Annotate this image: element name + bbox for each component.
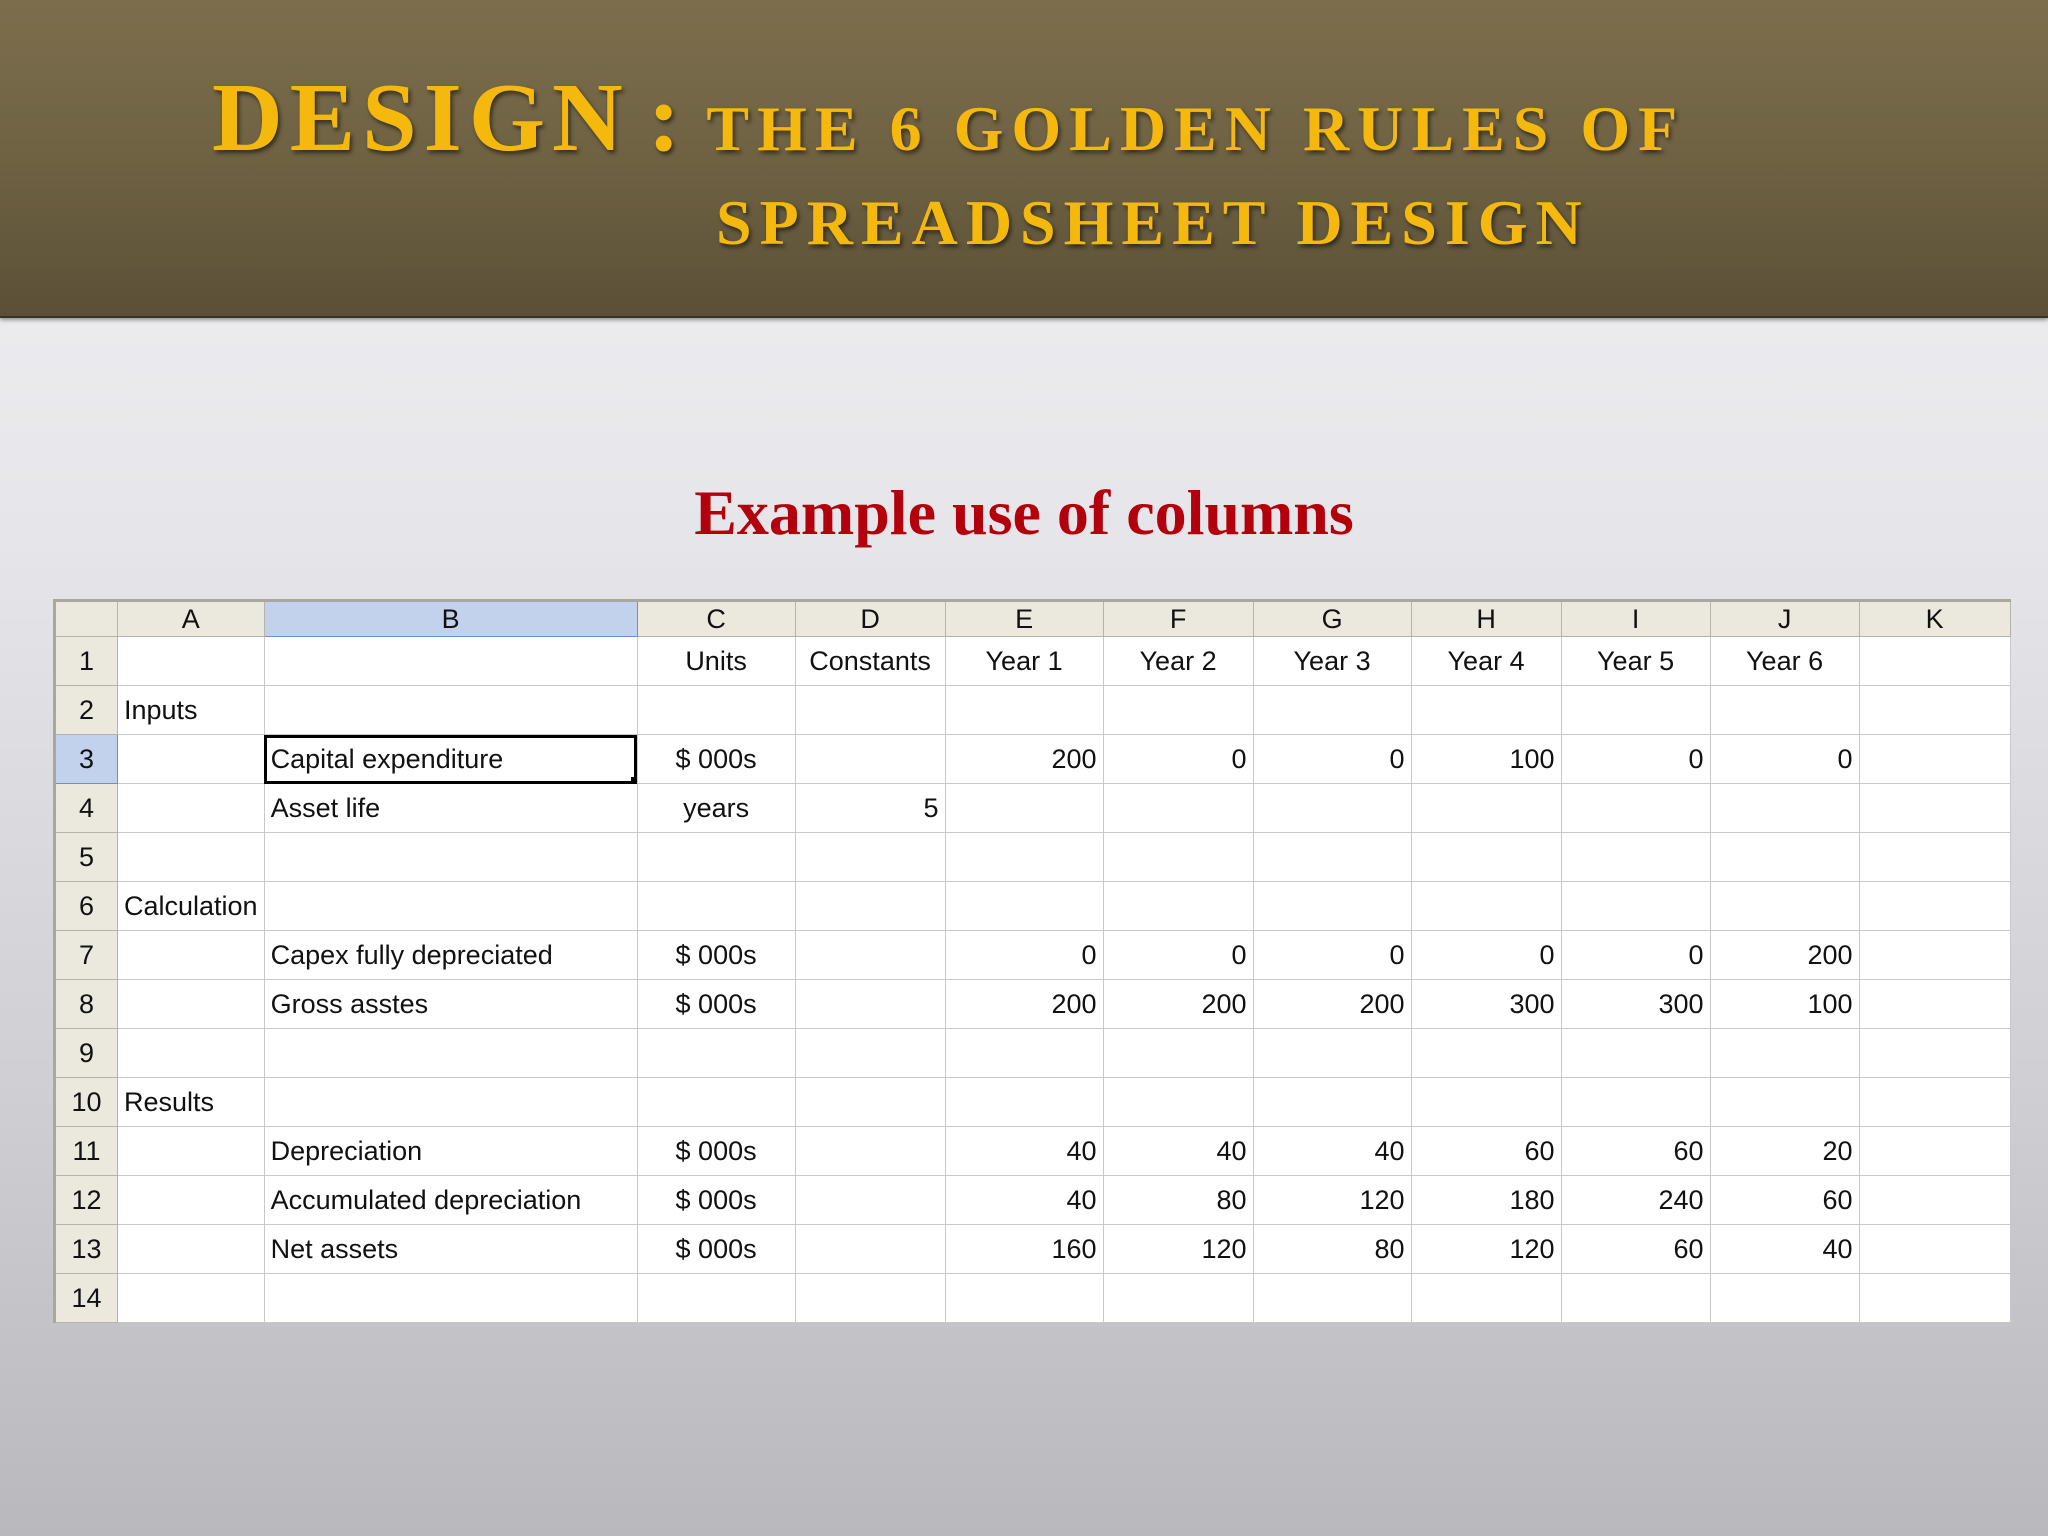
column-header-j[interactable]: J — [1710, 601, 1859, 637]
cell-k2[interactable] — [1859, 686, 2010, 735]
spreadsheet-grid — [53, 599, 2011, 1323]
cell-g2[interactable] — [1253, 686, 1411, 735]
cell-g9[interactable] — [1253, 1029, 1411, 1078]
cell-i7[interactable]: 0 — [1561, 931, 1710, 980]
cell-e7[interactable]: 0 — [945, 931, 1103, 980]
cell-a2[interactable]: Inputs — [118, 686, 265, 735]
cell-d5[interactable] — [795, 833, 945, 882]
cell-b7[interactable]: Capex fully depreciated — [264, 931, 637, 980]
cell-j1[interactable]: Year 6 — [1710, 637, 1859, 686]
cell-f1[interactable]: Year 2 — [1103, 637, 1253, 686]
row-header-8[interactable]: 8 — [55, 980, 118, 1029]
cell-c11[interactable]: $ 000s — [637, 1127, 795, 1176]
cell-d11[interactable] — [795, 1127, 945, 1176]
cell-h4[interactable] — [1411, 784, 1561, 833]
cell-k8[interactable] — [1859, 980, 2010, 1029]
cell-e2[interactable] — [945, 686, 1103, 735]
cell-k14[interactable] — [1859, 1274, 2010, 1323]
cell-a4[interactable] — [118, 784, 265, 833]
cell-b9[interactable] — [264, 1029, 637, 1078]
cell-i14[interactable] — [1561, 1274, 1710, 1323]
cell-h9[interactable] — [1411, 1029, 1561, 1078]
row-header-12[interactable]: 12 — [55, 1176, 118, 1225]
cell-f9[interactable] — [1103, 1029, 1253, 1078]
cell-g13[interactable]: 80 — [1253, 1225, 1411, 1274]
cell-g6[interactable] — [1253, 882, 1411, 931]
cell-k13[interactable] — [1859, 1225, 2010, 1274]
cell-k4[interactable] — [1859, 784, 2010, 833]
column-header-k[interactable]: K — [1859, 601, 2010, 637]
title-colon: : — [647, 64, 681, 172]
cell-d4[interactable]: 5 — [795, 784, 945, 833]
cell-i9[interactable] — [1561, 1029, 1710, 1078]
cell-h7[interactable]: 0 — [1411, 931, 1561, 980]
cell-j5[interactable] — [1710, 833, 1859, 882]
cell-a14[interactable] — [118, 1274, 265, 1323]
cell-h8[interactable]: 300 — [1411, 980, 1561, 1029]
cell-g14[interactable] — [1253, 1274, 1411, 1323]
cell-a11[interactable] — [118, 1127, 265, 1176]
cell-e13[interactable]: 160 — [945, 1225, 1103, 1274]
row-header-1[interactable]: 1 — [55, 637, 118, 686]
cell-h2[interactable] — [1411, 686, 1561, 735]
row-header-3[interactable]: 3 — [55, 735, 118, 784]
cell-c8[interactable]: $ 000s — [637, 980, 795, 1029]
cell-e10[interactable] — [945, 1078, 1103, 1127]
cell-c1[interactable]: Units — [637, 637, 795, 686]
cell-h11[interactable]: 60 — [1411, 1127, 1561, 1176]
cell-f14[interactable] — [1103, 1274, 1253, 1323]
sheet-row — [55, 980, 2011, 1029]
cell-f3[interactable]: 0 — [1103, 735, 1253, 784]
cell-b13[interactable]: Net assets — [264, 1225, 637, 1274]
cell-k3[interactable] — [1859, 735, 2010, 784]
cell-b14[interactable] — [264, 1274, 637, 1323]
cell-f13[interactable]: 120 — [1103, 1225, 1253, 1274]
cell-c5[interactable] — [637, 833, 795, 882]
cell-k1[interactable] — [1859, 637, 2010, 686]
cell-b4[interactable]: Asset life — [264, 784, 637, 833]
cell-j12[interactable]: 60 — [1710, 1176, 1859, 1225]
row-header-2[interactable]: 2 — [55, 686, 118, 735]
cell-d1[interactable]: Constants — [795, 637, 945, 686]
cell-e6[interactable] — [945, 882, 1103, 931]
cell-e14[interactable] — [945, 1274, 1103, 1323]
cell-f4[interactable] — [1103, 784, 1253, 833]
row-header-4[interactable]: 4 — [55, 784, 118, 833]
sheet-row — [55, 1029, 2011, 1078]
cell-j10[interactable] — [1710, 1078, 1859, 1127]
cell-j4[interactable] — [1710, 784, 1859, 833]
title-rest-line-1: THE 6 GOLDEN RULES OF — [706, 93, 1686, 164]
cell-i3[interactable]: 0 — [1561, 735, 1710, 784]
sheet-row — [55, 1225, 2011, 1274]
cell-g5[interactable] — [1253, 833, 1411, 882]
cell-g4[interactable] — [1253, 784, 1411, 833]
row-header-7[interactable]: 7 — [55, 931, 118, 980]
column-header-g[interactable]: G — [1253, 601, 1411, 637]
select-all-corner[interactable] — [55, 601, 118, 637]
cell-k12[interactable] — [1859, 1176, 2010, 1225]
cell-i10[interactable] — [1561, 1078, 1710, 1127]
cell-b5[interactable] — [264, 833, 637, 882]
cell-g10[interactable] — [1253, 1078, 1411, 1127]
cell-j8[interactable]: 100 — [1710, 980, 1859, 1029]
cell-i6[interactable] — [1561, 882, 1710, 931]
cell-c7[interactable]: $ 000s — [637, 931, 795, 980]
cell-c2[interactable] — [637, 686, 795, 735]
cell-e12[interactable]: 40 — [945, 1176, 1103, 1225]
cell-j13[interactable]: 40 — [1710, 1225, 1859, 1274]
cell-e5[interactable] — [945, 833, 1103, 882]
sheet-row — [55, 735, 2011, 784]
cell-i12[interactable]: 240 — [1561, 1176, 1710, 1225]
cell-a8[interactable] — [118, 980, 265, 1029]
cell-c12[interactable]: $ 000s — [637, 1176, 795, 1225]
sheet-row — [55, 931, 2011, 980]
cell-b10[interactable] — [264, 1078, 637, 1127]
cell-a9[interactable] — [118, 1029, 265, 1078]
row-header-14[interactable]: 14 — [55, 1274, 118, 1323]
cell-h12[interactable]: 180 — [1411, 1176, 1561, 1225]
sheet-body — [55, 637, 2011, 1323]
column-header-i[interactable]: I — [1561, 601, 1710, 637]
cell-b12[interactable]: Accumulated depreciation — [264, 1176, 637, 1225]
column-header-e[interactable]: E — [945, 601, 1103, 637]
cell-a7[interactable] — [118, 931, 265, 980]
cell-e1[interactable]: Year 1 — [945, 637, 1103, 686]
cell-e4[interactable] — [945, 784, 1103, 833]
cell-h5[interactable] — [1411, 833, 1561, 882]
row-header-11[interactable]: 11 — [55, 1127, 118, 1176]
cell-j2[interactable] — [1710, 686, 1859, 735]
sheet-row — [55, 833, 2011, 882]
slide-title-line-1 — [212, 62, 1685, 172]
cell-f12[interactable]: 80 — [1103, 1176, 1253, 1225]
cell-d9[interactable] — [795, 1029, 945, 1078]
cell-j9[interactable] — [1710, 1029, 1859, 1078]
cell-g3[interactable]: 0 — [1253, 735, 1411, 784]
sheet-row — [55, 882, 2011, 931]
cell-e11[interactable]: 40 — [945, 1127, 1103, 1176]
row-header-13[interactable]: 13 — [55, 1225, 118, 1274]
column-header-a[interactable]: A — [118, 601, 265, 637]
cell-d14[interactable] — [795, 1274, 945, 1323]
cell-b3[interactable]: Capital expenditure — [264, 735, 637, 784]
sheet-row — [55, 1274, 2011, 1323]
cell-a13[interactable] — [118, 1225, 265, 1274]
cell-h6[interactable] — [1411, 882, 1561, 931]
cell-k9[interactable] — [1859, 1029, 2010, 1078]
cell-h3[interactable]: 100 — [1411, 735, 1561, 784]
cell-d3[interactable] — [795, 735, 945, 784]
cell-e9[interactable] — [945, 1029, 1103, 1078]
cell-a3[interactable] — [118, 735, 265, 784]
cell-b2[interactable] — [264, 686, 637, 735]
cell-j14[interactable] — [1710, 1274, 1859, 1323]
cell-i4[interactable] — [1561, 784, 1710, 833]
cell-k5[interactable] — [1859, 833, 2010, 882]
cell-h10[interactable] — [1411, 1078, 1561, 1127]
cell-j3[interactable]: 0 — [1710, 735, 1859, 784]
row-header-10[interactable]: 10 — [55, 1078, 118, 1127]
cell-d13[interactable] — [795, 1225, 945, 1274]
slide-subtitle: Example use of columns — [694, 477, 1354, 548]
title-rest-line-2: SPREADSHEET DESIGN — [716, 187, 1590, 258]
cell-k11[interactable] — [1859, 1127, 2010, 1176]
cell-g1[interactable]: Year 3 — [1253, 637, 1411, 686]
cell-h13[interactable]: 120 — [1411, 1225, 1561, 1274]
cell-f10[interactable] — [1103, 1078, 1253, 1127]
cell-d2[interactable] — [795, 686, 945, 735]
cell-k6[interactable] — [1859, 882, 2010, 931]
cell-h1[interactable]: Year 4 — [1411, 637, 1561, 686]
cell-d12[interactable] — [795, 1176, 945, 1225]
sheet-row — [55, 784, 2011, 833]
title-design-word: DESIGN — [212, 64, 630, 172]
row-header-5[interactable]: 5 — [55, 833, 118, 882]
sheet-row — [55, 1176, 2011, 1225]
cell-d10[interactable] — [795, 1078, 945, 1127]
cell-c14[interactable] — [637, 1274, 795, 1323]
column-header-b[interactable]: B — [264, 601, 637, 637]
cell-b6[interactable] — [264, 882, 637, 931]
sheet-row — [55, 686, 2011, 735]
cell-k7[interactable] — [1859, 931, 2010, 980]
cell-j11[interactable]: 20 — [1710, 1127, 1859, 1176]
cell-d8[interactable] — [795, 980, 945, 1029]
cell-c10[interactable] — [637, 1078, 795, 1127]
cell-c6[interactable] — [637, 882, 795, 931]
cell-i2[interactable] — [1561, 686, 1710, 735]
column-header-d[interactable]: D — [795, 601, 945, 637]
column-header-f[interactable]: F — [1103, 601, 1253, 637]
slide-header — [0, 0, 2048, 318]
cell-g11[interactable]: 40 — [1253, 1127, 1411, 1176]
cell-g8[interactable]: 200 — [1253, 980, 1411, 1029]
cell-c13[interactable]: $ 000s — [637, 1225, 795, 1274]
cell-b1[interactable] — [264, 637, 637, 686]
cell-h14[interactable] — [1411, 1274, 1561, 1323]
row-header-6[interactable]: 6 — [55, 882, 118, 931]
cell-b8[interactable]: Gross asstes — [264, 980, 637, 1029]
cell-j6[interactable] — [1710, 882, 1859, 931]
row-header-9[interactable]: 9 — [55, 1029, 118, 1078]
cell-f7[interactable]: 0 — [1103, 931, 1253, 980]
cell-i8[interactable]: 300 — [1561, 980, 1710, 1029]
cell-a12[interactable] — [118, 1176, 265, 1225]
cell-g12[interactable]: 120 — [1253, 1176, 1411, 1225]
cell-i11[interactable]: 60 — [1561, 1127, 1710, 1176]
cell-c3[interactable]: $ 000s — [637, 735, 795, 784]
cell-a6[interactable]: Calculation — [118, 882, 265, 931]
cell-d6[interactable] — [795, 882, 945, 931]
sheet-row — [55, 1127, 2011, 1176]
cell-a10[interactable]: Results — [118, 1078, 265, 1127]
cell-i5[interactable] — [1561, 833, 1710, 882]
sheet-row — [55, 1078, 2011, 1127]
cell-i1[interactable]: Year 5 — [1561, 637, 1710, 686]
cell-b11[interactable]: Depreciation — [264, 1127, 637, 1176]
cell-j7[interactable]: 200 — [1710, 931, 1859, 980]
cell-d7[interactable] — [795, 931, 945, 980]
cell-f2[interactable] — [1103, 686, 1253, 735]
cell-k10[interactable] — [1859, 1078, 2010, 1127]
cell-g7[interactable]: 0 — [1253, 931, 1411, 980]
cell-e8[interactable]: 200 — [945, 980, 1103, 1029]
cell-a1[interactable] — [118, 637, 265, 686]
cell-f6[interactable] — [1103, 882, 1253, 931]
cell-f11[interactable]: 40 — [1103, 1127, 1253, 1176]
cell-e3[interactable]: 200 — [945, 735, 1103, 784]
cell-f8[interactable]: 200 — [1103, 980, 1253, 1029]
column-header-c[interactable]: C — [637, 601, 795, 637]
cell-c4[interactable]: years — [637, 784, 795, 833]
cell-a5[interactable] — [118, 833, 265, 882]
sheet-row — [55, 637, 2011, 686]
cell-c9[interactable] — [637, 1029, 795, 1078]
cell-f5[interactable] — [1103, 833, 1253, 882]
column-header-h[interactable]: H — [1411, 601, 1561, 637]
column-header-row — [55, 601, 2011, 637]
cell-i13[interactable]: 60 — [1561, 1225, 1710, 1274]
